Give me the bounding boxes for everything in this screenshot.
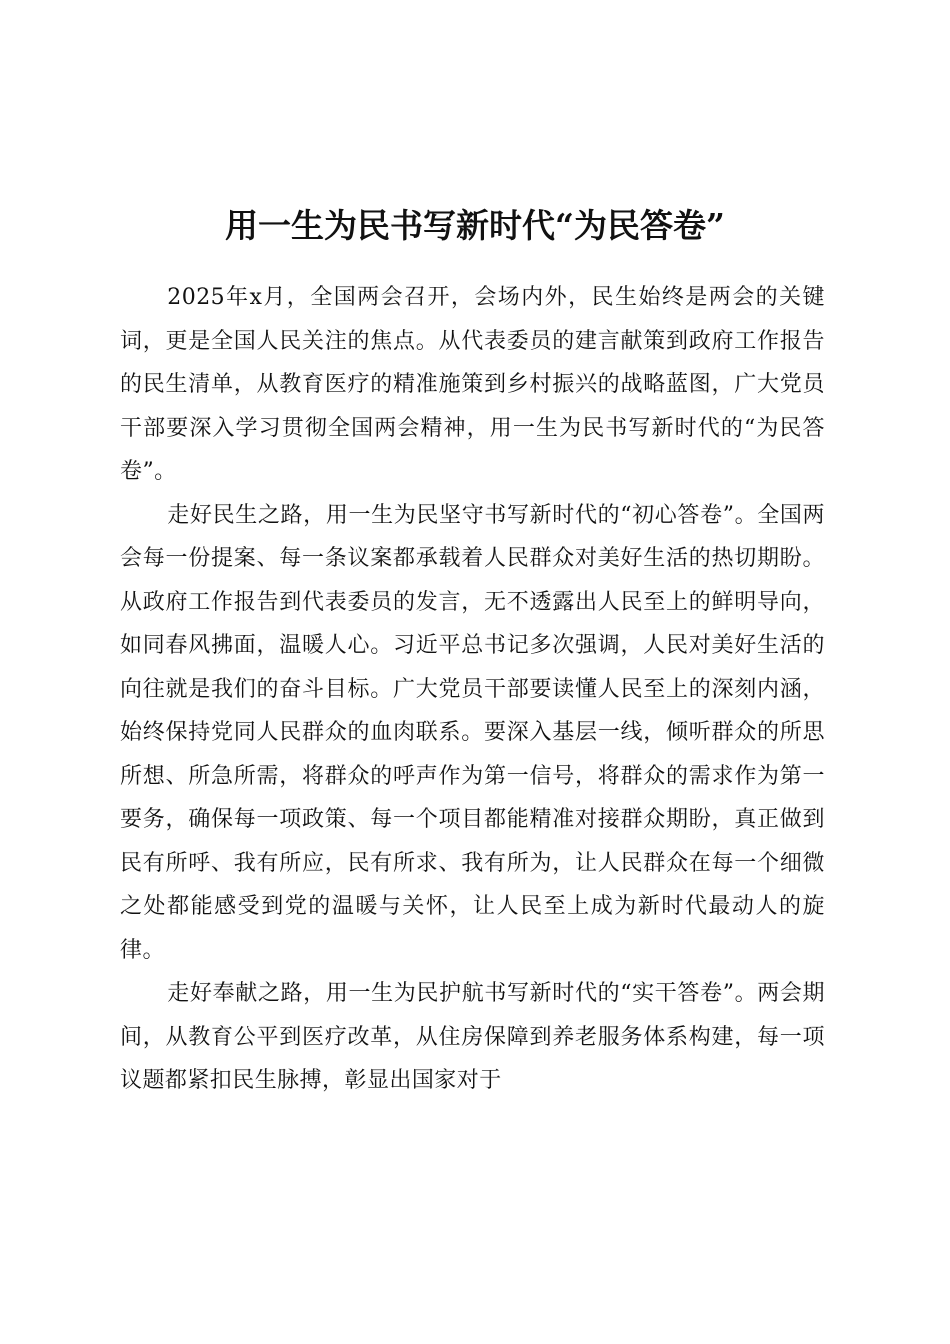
paragraph-dedication: 走好奉献之路，用一生为民护航书写新时代的“实干答卷”。两会期间，从教育公平到医疗改革，从住房保障到养老服务体系构建，每一项议题都紧扣民生脉搏，彰显出国家对于 xyxy=(120,981,825,1093)
document-title: 用一生为民书写新时代“为民答卷” xyxy=(225,206,725,246)
document-body xyxy=(120,276,825,1103)
paragraph-people-first: 走好民生之路，用一生为民坚守书写新时代的“初心答卷”。全国两会每一份提案、每一条议案都承载着人民群众对美好生活的热切期盼。从政府工作报告到代表委员的发言，无不透露出人民至上的鲜明导向，如同春风拂面，温暖人心。习近平总书记多次强调，人民对美好生活的向往就是我们的奋斗目标。广大党员干部要读懂人民至上的深刻内涵，始终保持党同人民群众的血肉联系。要深入基层一线，倾听群众的所思所想、所急所需，将群众的呼声作为第一信号，将群众的需求作为第一要务，确保每一项政策、每一个项目都能精准对接群众期盼，真正做到民有所呼、我有所应，民有所求、我有所为，让人民群众在每一个细微之处都能感受到党的温暖与关怀，让人民至上成为新时代最动人的旋律。 xyxy=(120,502,825,963)
paragraph-intro: 2025年x月，全国两会召开，会场内外，民生始终是两会的关键词，更是全国人民关注的焦点。从代表委员的建言献策到政府工作报告的民生清单，从教育医疗的精准施策到乡村振兴的战略蓝图，广大党员干部要深入学习贯彻全国两会精神，用一生为民书写新时代的“为民答卷”。 xyxy=(120,285,825,484)
